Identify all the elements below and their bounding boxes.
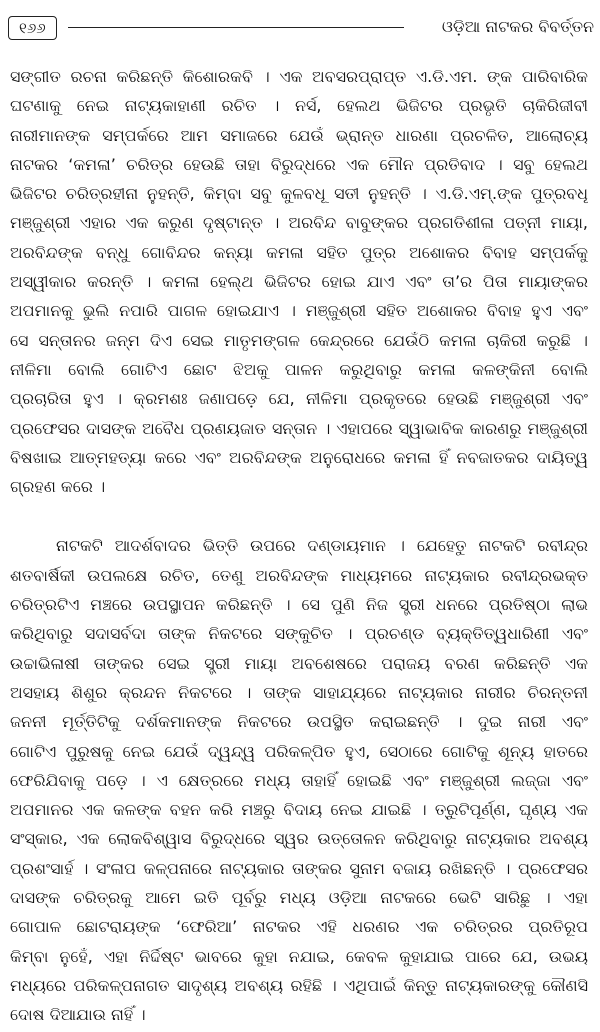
text-line: ସଂସ୍କାର, ଏକ ଲୋକବିଶ୍ୱାସ ବିରୁଦ୍ଧରେ ସ୍ୱର ଉତ୍ତୋଳନ କରିଥିବାରୁ ନାଟ୍ୟକାର ଅବଶ୍ୟ — [10, 829, 588, 849]
text-line: ଅସ୍ୱୀକାର କରନ୍ତି । କମଳା ହେଲ୍‌ଥ ଭିଜିଟର ହୋଇ ଯାଏ ଏବଂ ତା’ର ପିତା ମାୟାଙ୍କର — [10, 272, 588, 292]
page-number: ୧୬୬ — [8, 16, 57, 40]
text-line: ଭିଜିଟର ଚରିତ୍ରହୀନା ନୁହନ୍ତି, କିମ୍ବା ସବୁ କୁଳବଧୂ ସତୀ ନୁହନ୍ତି । ଏ.ଡି.ଏମ୍.ଙ୍କ ପୁତ୍ରବଧୂ — [10, 184, 588, 204]
text-line: ପ୍ରଫେସର ଦାସଙ୍କ ଅବୈଧ ପ୍ରଣୟଜାତ ସନ୍ତାନ । ଏହାପରେ ସ୍ୱାଭାବିକ କାରଣରୁ ମଞ୍ଜୁଶ୍ରୀ — [10, 418, 588, 438]
text-line: ଦାସଙ୍କ ଚରିତ୍ରକୁ ଆମେ ଇତି ପୂର୍ବରୁ ମଧ୍ୟ ଓଡ଼ିଆ ନାଟକରେ ଭେଟି ସାରିଛୁ । ଏହା — [10, 888, 588, 908]
text-line: ଚରିତ୍ରଟିଏ ମଞ୍ଚରେ ଉପସ୍ଥାପନ କରିଛନ୍ତି । ସେ ପୁଣି ନିଜ ସ୍ତ୍ରୀ ଧନରେ ପ୍ରତିଷ୍ଠା ଲାଭ — [10, 595, 588, 615]
text-line: ମଧ୍ୟରେ ପରିକଳ୍ପନାଗତ ସାଦୃଶ୍ୟ ଅବଶ୍ୟ ରହିଛି । ଏଥିପାଇଁ କିନ୍ତୁ ନାଟ୍ୟକାରଙ୍କୁ କୌଣସି — [10, 975, 588, 995]
text-line: ବିଷଖାଇ ଆତ୍ମହତ୍ୟା କରେ ଏବଂ ଅରବିନ୍ଦଙ୍କ ଅନୁରୋଧରେ କମଳା ହିଁ ନବଜାତକର ଦାୟିତ୍ୱ — [10, 447, 588, 467]
text-line: କରିଥିବାରୁ ସଦାସର୍ବଦା ତାଙ୍କ ନିକଟରେ ସଙ୍କୁଚିତ । ପ୍ରଚଣ୍ଡ ବ୍ୟକ୍ତିତ୍ୱଧାରିଣୀ ଏବଂ — [10, 624, 588, 644]
page-header — [4, 14, 596, 42]
text-line: ଅରବିନ୍ଦଙ୍କ ବନ୍ଧୁ ଗୋବିନ୍ଦର କନ୍ୟା କମଳା ସହିତ ପୁତ୍ର ଅଶୋକର ବିବାହ ସମ୍ପର୍କକୁ — [10, 242, 588, 262]
text-line: ନାଟକଟି ଆଦର୍ଶବାଦର ଭିତ୍ତି ଉପରେ ଦଣ୍ଡାୟମାନ । ଯେହେତୁ ନାଟକଟି ରବୀନ୍ଦ୍ର — [56, 536, 588, 556]
text-line: ଫେରିଯିବାକୁ ପଡ଼େ । ଏ କ୍ଷେତ୍ରରେ ମଧ୍ୟ ତାହାହିଁ ହୋଇଛି ଏବଂ ମଞ୍ଜୁଶ୍ରୀ ଲଜ୍ଜା ଏବଂ — [10, 770, 588, 790]
running-title: ଓଡ଼ିଆ ନାଟକର ବିବର୍ତ୍ତନ — [441, 17, 594, 36]
text-line: ଅପମାନକୁ ଭୁଲି ନପାରି ପାଗଳ ହୋଇଯାଏ । ମଞ୍ଜୁଶ୍ରୀ ସହିତ ଅଶୋକର ବିବାହ ହୁଏ ଏବଂ — [10, 301, 588, 321]
text-line: ଗୋପାଳ ଛୋଟରାୟଙ୍କ ‘ଫେରିଆ’ ନାଟକର ଏହି ଧରଣର ଏକ ଚରିତ୍ରର ପ୍ରତିରୂପ — [10, 917, 588, 937]
text-line: ନାରୀମାନଙ୍କ ସମ୍ପର୍କରେ ଆମ ସମାଜରେ ଯେଉଁ ଭ୍ରାନ୍ତ ଧାରଣା ପ୍ରଚଳିତ, ଆଲୋଚ୍ୟ — [10, 125, 588, 145]
paragraph-2 — [10, 531, 588, 1029]
text-line: ଗ୍ରହଣ କରେ । — [10, 477, 106, 497]
text-line: ପ୍ରଚାରିତା ହୁଏ । କ୍ରମଶଃ ଜଣାପଡ଼େ ଯେ, ନୀଳିମା ପ୍ରକୃତରେ ହେଉଛି ମଞ୍ଜୁଶ୍ରୀ ଏବଂ — [10, 389, 588, 409]
text-line: ମଞ୍ଜୁଶ୍ରୀ ଏହାର ଏକ କରୁଣ ଦୃଷ୍ଟାନ୍ତ । ଅରବିନ୍ଦ ବାବୁଙ୍କର ପ୍ରଗତିଶୀଳା ପତ୍ନୀ ମାୟା, — [10, 213, 588, 233]
text-line: ଅସହାୟ ଶିଶୁର କ୍ରନ୍ଦନ ନିକଟରେ । ତାଙ୍କ ସାହାଯ୍ୟରେ ନାଟ୍ୟକାର ନାରୀର ଚିରନ୍ତନୀ — [10, 682, 588, 702]
text-line: ଗୋଟିଏ ପୁରୁଷକୁ ନେଇ ଯେଉଁ ଦ୍ୱନ୍ଦ୍ୱ ପରିକଳ୍ପିତ ହୁଏ, ସେଠାରେ ଗୋଟିକୁ ଶୂନ୍ୟ ହାତରେ — [10, 741, 588, 761]
text-line: ଜନନୀ ମୂର୍ତ୍ତିଟିକୁ ଦର୍ଶକମାନଙ୍କ ନିକଟରେ ଉପସ୍ଥିତ କରାଇଛନ୍ତି । ଦୁଇ ନାରୀ ଏବଂ — [10, 712, 588, 732]
text-line: କିମ୍ବା ନୁହେଁ, ଏହା ନିର୍ଦ୍ଦିଷ୍ଟ ଭାବରେ କୁହା ନଯାଇ, କେବଳ କୁହାଯାଇ ପାରେ ଯେ, ଉଭୟ — [10, 946, 588, 966]
header-rule — [68, 27, 404, 28]
text-line: ଦୋଷ ଦିଆଯାଉ ନାହିଁ । — [10, 1005, 146, 1025]
text-line: ଅପମାନର ଏକ କଳଙ୍କ ବହନ କରି ମଞ୍ଚରୁ ବିଦାୟ ନେଇ ଯାଇଛି । ତ୍ରୁଟିପୂର୍ଣ୍ଣ, ଘୃଣ୍ୟ ଏକ — [10, 800, 588, 820]
text-line: ସେ ସନ୍ତାନର ଜନ୍ମ ଦିଏ ସେଇ ମାତୃମଙ୍ଗଳ କେନ୍ଦ୍ରରେ ଯେଉଁଠି କମଳା ଚାକିରୀ କରୁଛି । — [10, 330, 588, 350]
paragraph-gap — [10, 501, 588, 531]
body-text — [10, 62, 588, 1030]
text-line: ପ୍ରଶଂସାର୍ହ । ସଂଳାପ କଳ୍ପନାରେ ନାଟ୍ୟକାର ତାଙ୍କର ସୁନାମ ବଜାୟ ରଖିଛନ୍ତି । ପ୍ରଫେସର — [10, 858, 588, 878]
text-line: ଘଟଣାକୁ ନେଇ ନାଟ୍ୟକାହାଣୀ ରଚିତ । ନର୍ସ, ହେଲଥ ଭିଜିଟର ପ୍ରଭୃତି ଚାକିରିଜୀବୀ — [10, 96, 588, 116]
paragraph-1 — [10, 62, 588, 501]
text-line: ନୀଳିମା ବୋଲି ଗୋଟିଏ ଛୋଟ ଝିଅକୁ ପାଳନ କରୁଥିବାରୁ କମଳା କଳଙ୍କିନୀ ବୋଲି — [10, 359, 588, 379]
text-line: ଉଚ୍ଚାଭିଳାଷୀ ତାଙ୍କର ସେଇ ସ୍ତ୍ରୀ ମାୟା ଅବଶେଷରେ ପରାଜୟ ବରଣ କରିଛନ୍ତି ଏକ — [10, 653, 588, 673]
text-line: ନାଟକର ‘କମଳା’ ଚରିତ୍ର ହେଉଛି ତାହା ବିରୁଦ୍ଧରେ ଏକ ମୌନ ପ୍ରତିବାଦ । ସବୁ ହେଲଥ — [10, 154, 588, 174]
text-line: ଶତବାର୍ଷିକୀ ଉପଲକ୍ଷେ ରଚିତ, ତେଣୁ ଅରବିନ୍ଦଙ୍କ ମାଧ୍ୟମରେ ନାଟ୍ୟକାର ରବୀନ୍ଦ୍ରଭକ୍ତ — [10, 565, 588, 585]
text-line: ସଙ୍ଗୀତ ରଚନା କରିଛନ୍ତି କିଶୋରକବି । ଏକ ଅବସରପ୍ରାପ୍ତ ଏ.ଡି.ଏମ. ଙ୍କ ପାରିବାରିକ — [10, 67, 588, 86]
